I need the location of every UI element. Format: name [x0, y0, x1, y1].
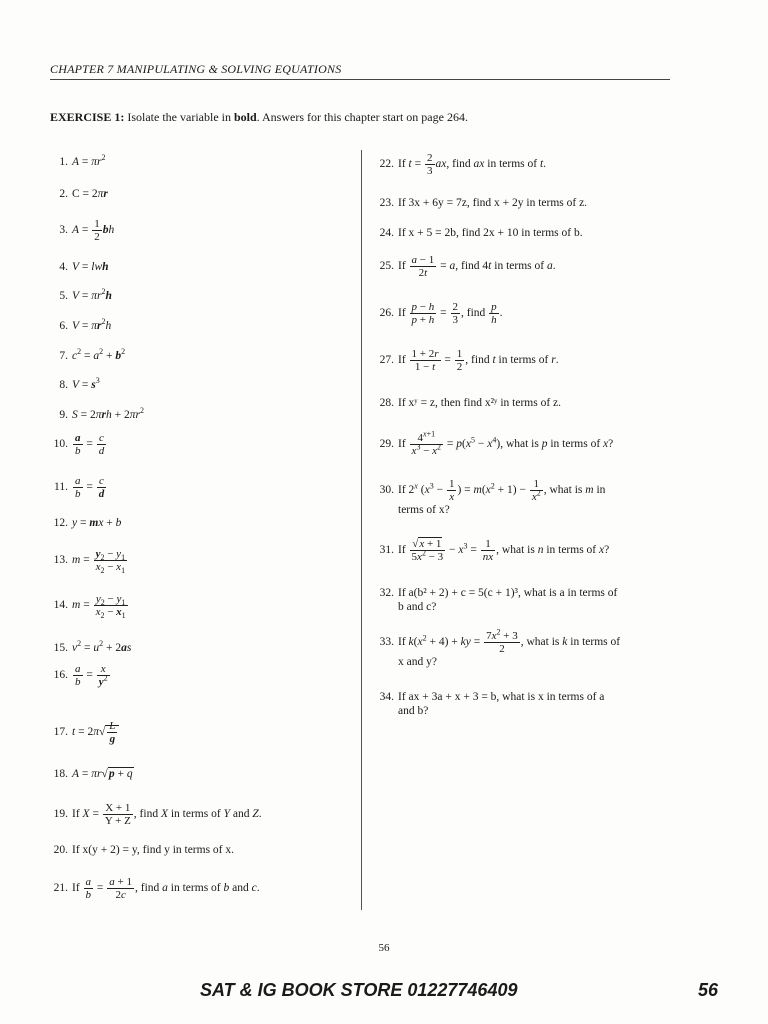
problem-19: 19. If X = $\frac{X + 1}{Y + Z}$ , find X in terms of Y and Z.: [53, 802, 262, 827]
exercise-instructions: [50, 110, 670, 125]
problem-29: 29. If $\frac{4^{x+1}}{x^3 - x^2}$ = $p(x^5 - x^4)$, what is p in terms of x?: [379, 429, 614, 457]
exercise-bold-word: bold: [233, 110, 257, 124]
problem-4: 4. V = lwh: [59, 261, 109, 273]
problem-9: 9. $S = 2\pi rh + 2\pi r^2$: [59, 406, 144, 421]
problem-8: 8. $V = s^3$: [59, 376, 100, 391]
exercise-text-pre: Isolate the variable in: [127, 110, 234, 124]
problem-33: 33. If $k(x^2 + 4)$ + ky = $\frac{7x^2 + 3}{2}$ , what is k in terms of x and y?: [379, 627, 621, 668]
problem-32: 32. If a(b² + 2) + c = 5(c + 1)³, what is a in terms of b and c?: [379, 587, 618, 613]
problem-7: 7. $c^2 = a^2 + b^2$: [59, 347, 126, 362]
problem-30: 30. If 2$^x$ ($x^3$ − $\frac{1}{x}$ ) = $m(x^2 + 1)$ − $\frac{1}{x^2}$ , what is m in terms of x?: [379, 478, 606, 516]
exercise-text-post: . Answers for this chapter start on page 264.: [256, 110, 468, 124]
footer: [0, 980, 768, 1004]
problem-17: 17. t = 2π√ $\frac{L}{g}$: [46, 720, 346, 745]
problem-12: 12. y = mx + b: [53, 517, 122, 529]
problem-25: 25. If $\frac{a - 1}{2t}$ = a, find 4t in terms of a.: [379, 254, 556, 279]
store-watermark: SAT & IG BOOK STORE 01227746409: [200, 980, 518, 1000]
problem-20: 20. If x(y + 2) = y, find y in terms of x.: [53, 844, 235, 856]
problem-1: 1. $A = \pi r^2$: [59, 153, 106, 168]
problem-23: 23. If 3x + 6y = 7z, find x + 2y in terms of z.: [379, 197, 588, 209]
column-divider: [361, 150, 362, 910]
problem-28: 28. If xʸ = z, then find x²ʸ in terms of z.: [379, 397, 562, 409]
problem-22: 22. If t = $\frac{2}{3}$ ax, find ax in terms of t.: [379, 152, 547, 177]
problem-21: 21. If $\frac{a}{b}$ = $\frac{a + 1}{2c}$ , find a in terms of b and c.: [53, 876, 260, 901]
problem-27: 27. If $\frac{1 + 2r}{1 - t}$ = $\frac{1}{2}$ , find t in terms of r.: [379, 348, 559, 373]
problem-13: 13. m = $\frac{y_2 - y_1}{x_2 - x_1}$: [53, 548, 126, 576]
problem-15: 15. $v^2 = u^2 + 2as$: [53, 639, 132, 654]
problem-18: 18. A = πr√p + q: [53, 768, 133, 780]
problem-24: 24. If x + 5 = 2b, find 2x + 10 in terms of b.: [379, 227, 583, 239]
footer-page-number: 56: [697, 980, 718, 1000]
problem-34: 34. If ax + 3a + x + 3 = b, what is x in terms of a and b?: [379, 691, 605, 717]
problem-10: 10. $\frac{a}{b}$ = $\frac{c}{d}$: [53, 432, 105, 457]
problem-14: 14. m = $\frac{y_2 - y_1}{x_2 - x_1}$: [53, 593, 126, 621]
problem-11: 11. $\frac{a}{b}$ = $\frac{c}{d}$: [54, 475, 105, 500]
problem-16: 16. $\frac{a}{b}$ = $\frac{x}{y^2}$: [53, 663, 108, 688]
page-number: 56: [378, 942, 390, 954]
problem-5: 5. $V = \pi r^2h$: [59, 287, 112, 302]
exercise-label: EXERCISE 1:: [50, 110, 125, 124]
chapter-header: CHAPTER 7 MANIPULATING & SOLVING EQUATIONS: [50, 62, 670, 80]
problem-31: 31. If $\frac{√x + 1}{5x^2 - 3}$ − $x^3$ = $\frac{1}{nx}$ , what is n in terms of x?: [379, 538, 610, 563]
problem-2: 2. C = 2πr: [59, 188, 108, 200]
problem-6: 6. $V = \pi r^2h$: [59, 317, 112, 332]
problem-26: 26. If $\frac{p - h}{p + h}$ = $\frac{2}{3}$ , find $\frac{p}{h}$ .: [379, 301, 503, 326]
problem-3: 3. A = $\frac{1}{2}$ bh: [59, 218, 115, 243]
